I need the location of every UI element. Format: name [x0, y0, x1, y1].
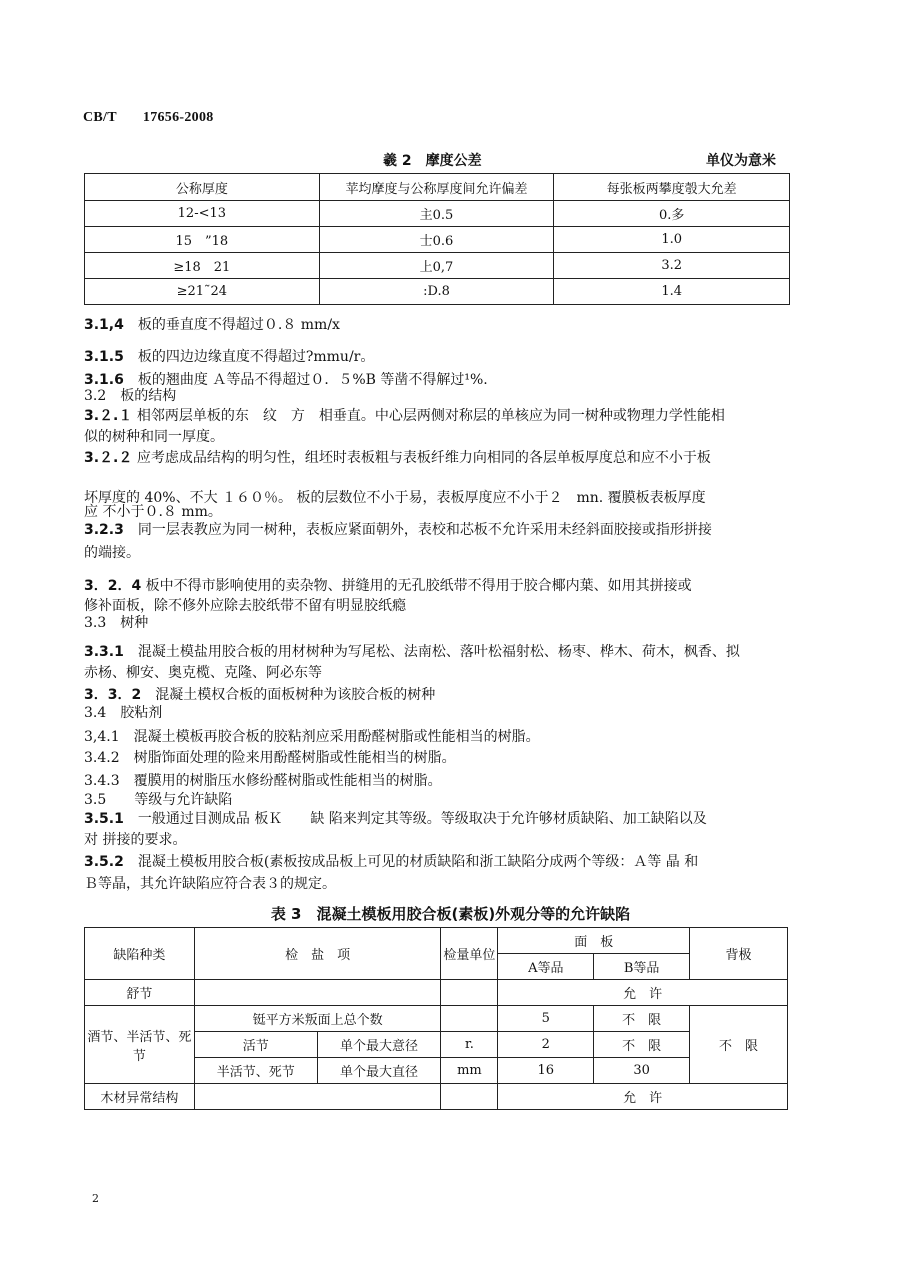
section-text: 3.2 板的结构 — [84, 388, 177, 404]
standard-code: CB/T — [83, 110, 117, 125]
table-cell: 木材异常结构 — [85, 1084, 195, 1110]
document-header — [83, 110, 214, 126]
table-cell: mm — [441, 1058, 498, 1084]
table-row — [85, 1006, 788, 1032]
clause-text: 板的四边边缘直度不得超过?mmu/r。 — [123, 349, 375, 365]
clause-text: 应考虑成品结构的明匀性，组坯时表板粗与表板纤维力向相同的各层单板厚度总和应不小于板 — [132, 450, 711, 466]
clause-number: 3.1.6 — [84, 372, 124, 388]
paragraph — [84, 747, 456, 769]
clause-text: 混凝土模盐用胶合板的用材树种为写尾松、法南松、落叶松福射松、杨枣、桦木、荷木，枫香、拟 — [123, 644, 740, 660]
clause-text: 似的树种和同一厚度。 — [84, 429, 224, 445]
section-text: 3.3 树种 — [84, 615, 149, 631]
clause-text: Ｂ等晶，其允许缺陷应符合表３的规定。 — [84, 876, 336, 892]
clause-number: 3．3．2 — [84, 687, 142, 703]
table-cell: 16 — [498, 1058, 594, 1084]
clause-text: 板中不得市影响使用的卖杂物、拼缝用的无孔胶纸带不得用于胶合椰内葉、如用其拼接或 — [141, 578, 692, 594]
clause-text: 的端接。 — [84, 545, 140, 561]
column-header: 缺陷种类 — [85, 928, 195, 980]
table-cell: 单个最大直径 — [317, 1058, 441, 1084]
clause-number: 3.２.２ — [84, 450, 133, 466]
table-header-row — [85, 174, 790, 201]
clause-text: 3.4.2 树脂饰面处理的险来用酚醛树脂或性能相当的树脂。 — [84, 750, 456, 766]
table-cell: 2 — [498, 1032, 594, 1058]
clause-text: 赤杨、柳安、奥克榄、克隆、阿必东等 — [84, 665, 322, 681]
table-row — [85, 279, 790, 305]
table-cell — [441, 1084, 498, 1110]
paragraph — [84, 447, 711, 469]
table2-unit: 单仪为意米 — [706, 153, 776, 169]
table3-title: 表 3 混凝土模板用胶合板(素板)外观分等的允许缺陷 — [270, 905, 631, 923]
clause-number: 3.5.2 — [84, 854, 124, 870]
table-cell — [194, 980, 441, 1006]
table-cell: 单个最大意径 — [317, 1032, 441, 1058]
table-row — [85, 980, 788, 1006]
section-heading — [84, 385, 176, 407]
paragraph — [84, 426, 224, 448]
table-row — [85, 201, 790, 227]
clause-text: 修补面板，除不修外应除去胶纸带不留有明显胶纸瘾 — [84, 598, 406, 614]
table-cell: 不 限 — [594, 1006, 690, 1032]
section-heading — [84, 612, 148, 634]
table-cell: 酒节、半活节、死节 — [85, 1006, 195, 1084]
clause-number: 3.1,4 — [84, 317, 124, 333]
paragraph — [84, 519, 712, 541]
table-cell: 舒节 — [85, 980, 195, 1006]
paragraph — [84, 726, 540, 748]
standard-number: 17656-2008 — [142, 110, 214, 125]
paragraph — [84, 542, 140, 564]
table-cell: 3.2 — [554, 253, 790, 279]
table-cell: 1.0 — [554, 227, 790, 253]
table-cell: 半活节、死节 — [194, 1058, 317, 1084]
paragraph — [84, 575, 692, 597]
paragraph — [84, 405, 725, 427]
clause-text: 3,4.1 混凝土模板再胶合板的胶粘剂应采用酚醛树脂或性能相当的树脂。 — [84, 729, 540, 745]
table-cell — [441, 1006, 498, 1032]
section-heading — [84, 702, 162, 724]
table-cell: 允 许 — [498, 1084, 788, 1110]
table-cell: :D.8 — [319, 279, 554, 305]
table-cell — [441, 980, 498, 1006]
table-cell: ≥18 21 — [85, 253, 320, 279]
table-cell: 活节 — [194, 1032, 317, 1058]
table-cell: 允 许 — [498, 980, 788, 1006]
table-cell: 5 — [498, 1006, 594, 1032]
clause-number: 3.２.１ — [84, 408, 133, 424]
table-cell: 1.4 — [554, 279, 790, 305]
column-header: 面 板 — [498, 928, 690, 954]
table-cell: 铤平方米叛面上总个数 — [194, 1006, 441, 1032]
column-header: 检量单位 — [441, 928, 498, 980]
page-number: 2 — [92, 1192, 99, 1205]
column-header: 每张板两攀度彀大允差 — [554, 174, 790, 201]
table-header-row — [85, 928, 788, 954]
paragraph — [84, 829, 186, 851]
clause-text: 对 拼接的要求。 — [84, 832, 187, 848]
paragraph — [84, 314, 340, 336]
table-cell: 主0.5 — [319, 201, 554, 227]
clause-text: 混凝土模板用胶合板(素板按成品板上可见的材质缺陷和浙工缺陷分成两个等级：Ａ等 晶 和 — [123, 854, 699, 870]
table-cell: 12-<13 — [85, 201, 320, 227]
clause-text: 一般通过目测成品 板Ｋ 缺 陷来判定其等级。等级取决于允许够材质缺陷、加工缺陷以及 — [123, 811, 707, 827]
clause-number: 3.2.3 — [84, 522, 124, 538]
section-text: 3.5 等级与允许缺陷 — [84, 792, 233, 808]
allowable-defects-table — [84, 927, 788, 1110]
clause-number: 3.3.1 — [84, 644, 124, 660]
table-row — [85, 1084, 788, 1110]
section-text: 3.4 胶粘剂 — [84, 705, 163, 721]
paragraph — [84, 808, 707, 830]
table-cell: 30 — [594, 1058, 690, 1084]
clause-number: 3.5.1 — [84, 811, 124, 827]
clause-text: 3.4.3 覆膜用的树脂压水修纷醛树脂或性能相当的树脂。 — [84, 773, 442, 789]
paragraph — [84, 662, 322, 684]
table-cell: 上0,7 — [319, 253, 554, 279]
column-header: B等品 — [594, 954, 690, 980]
table2-title: 羲 2 摩度公差 — [383, 153, 482, 169]
paragraph — [84, 641, 740, 663]
paragraph — [84, 346, 374, 368]
table-cell: 不 限 — [690, 1006, 788, 1084]
clause-number: 3．2．4 — [84, 578, 142, 594]
clause-text: 应 不小于０.８ mm。 — [84, 504, 222, 520]
table-row — [85, 253, 790, 279]
column-header: 苹均摩度与公称厚度间允许偏差 — [319, 174, 554, 201]
clause-text: 混凝土模权合板的面板树种为该胶合板的树种 — [141, 687, 436, 703]
column-header: A等品 — [498, 954, 594, 980]
clause-text: 坏厚度的 40%、不大 １６０％。 板的层数位不小于易，表板厚度应不小于２ mn. 覆膜板表板厚度 — [84, 490, 706, 506]
thickness-tolerance-table — [84, 173, 790, 305]
table-cell: r. — [441, 1032, 498, 1058]
table-cell: 士0.6 — [319, 227, 554, 253]
table-cell: 15 ”18 — [85, 227, 320, 253]
clause-text: 板的翘曲度 Ａ等品不得超过０．５%B 等凿不得解过¹%. — [123, 372, 488, 388]
clause-text: 板的垂直度不得超过０.８ mm/x — [123, 317, 340, 333]
column-header: 公称厚度 — [85, 174, 320, 201]
column-header: 背极 — [690, 928, 788, 980]
table-row — [85, 227, 790, 253]
table-cell: ≥21˜24 — [85, 279, 320, 305]
clause-text: 同一层表教应为同一树种，表板应紧面朝外，表校和芯板不允许采用未经斜面胶接或指形拼接 — [123, 522, 712, 538]
paragraph — [84, 851, 698, 873]
column-header: 检 盐 项 — [194, 928, 441, 980]
table-cell: 0.多 — [554, 201, 790, 227]
table-cell: 不 限 — [594, 1032, 690, 1058]
clause-number: 3.1.5 — [84, 349, 124, 365]
paragraph — [84, 873, 336, 895]
table-cell — [194, 1084, 441, 1110]
clause-text: 相邻两层单板的东 纹 方 相垂直。中心层两侧对称层的单核应为同一树种或物理力学性能相 — [132, 408, 725, 424]
